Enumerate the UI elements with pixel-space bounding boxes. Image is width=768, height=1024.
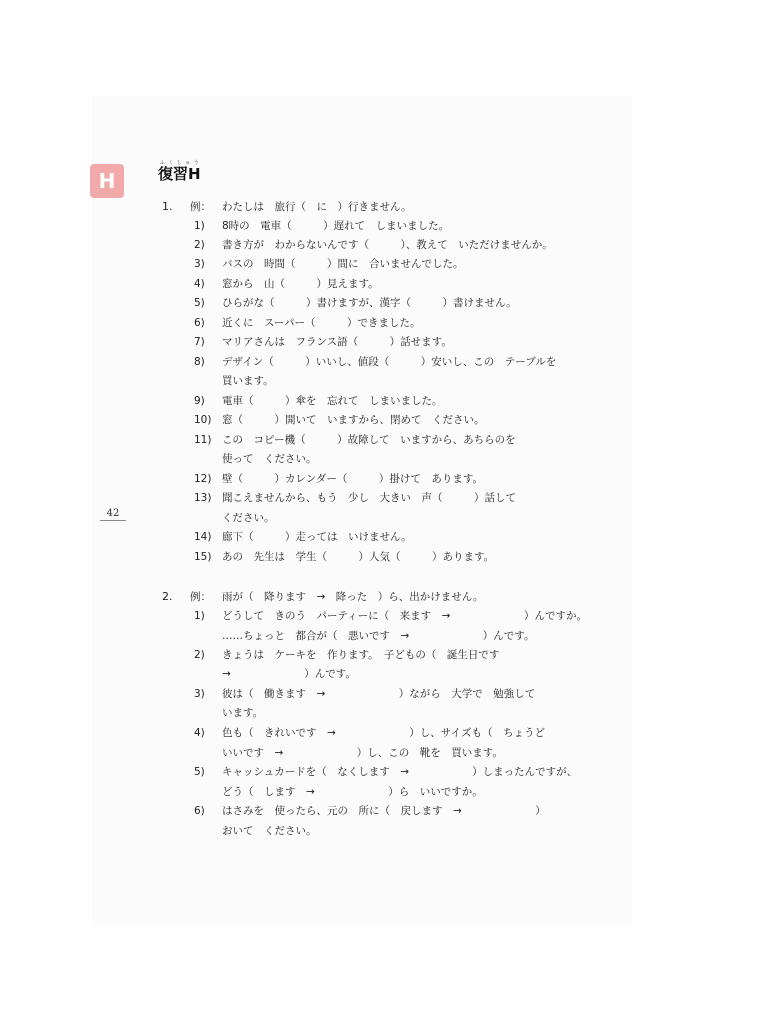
exercise-line: おいて ください。	[222, 825, 317, 837]
item-number: 3)	[194, 688, 205, 700]
exercise-line: マリアさんは フランス語（ ）話せます。	[222, 336, 452, 348]
exercise-line: 彼は（ 働きます → ）ながら 大学で 勉強して	[222, 688, 536, 700]
item-number: 10)	[194, 414, 212, 426]
exercise-line: 電車（ ）傘を 忘れて しまいました。	[222, 395, 443, 407]
exercise-line: どう（ します → ）ら いいですか。	[222, 786, 483, 798]
item-number: 4)	[194, 278, 205, 290]
exercise-line: 8時の 電車（ ）遅れて しまいました。	[222, 220, 450, 232]
exercise-line: 書き方が わからないんです（ ）、教えて いただけませんか。	[222, 239, 553, 251]
exercise-line: ひらがな（ ）書けますが、漢字（ ）書けません。	[222, 297, 517, 309]
item-number: 1)	[194, 610, 205, 622]
exercise-line: 雨が（ 降ります → 降った ）ら、出かけません。	[222, 591, 484, 603]
exercise-line: ください。	[222, 512, 275, 524]
section-1-number: 1.	[162, 200, 173, 213]
item-number: 5)	[194, 766, 205, 778]
page-number: 42	[100, 508, 126, 521]
exercise-line: わたしは 旅行（ に ）行きません。	[222, 201, 412, 213]
item-number: 2)	[194, 649, 205, 661]
item-number: 2)	[194, 239, 205, 251]
item-number: 13)	[194, 492, 212, 504]
item-number: 9)	[194, 395, 205, 407]
exercise-line: → ）んです。	[222, 668, 356, 680]
item-number: 6)	[194, 317, 205, 329]
exercise-line: はさみを 使ったら、元の 所に（ 戻します → ）	[222, 805, 546, 817]
exercise-line: デザイン（ ）いいし、値段（ ）安いし、この テーブルを	[222, 356, 557, 368]
item-number: 1)	[194, 220, 205, 232]
item-number: 12)	[194, 473, 212, 485]
item-number: 例：	[190, 201, 211, 213]
item-number: 11)	[194, 434, 212, 446]
exercise-line: バスの 時間（ ）間に 合いませんでした。	[222, 258, 464, 270]
title-ruby: ふくしゅう	[158, 160, 201, 166]
exercise-line: 使って ください。	[222, 453, 317, 465]
item-number: 例：	[190, 591, 211, 603]
exercise-line: ……ちょっと 都合が（ 悪いです → ）んです。	[222, 630, 535, 642]
exercise-line: どうして きのう パーティーに（ 来ます → ）んですか。	[222, 610, 587, 622]
exercise-line: 窓（ ）開いて いますから、閉めて ください。	[222, 414, 485, 426]
exercise-line: この コピー機（ ）故障して いますから、あちらのを	[222, 434, 516, 446]
item-number: 5)	[194, 297, 205, 309]
item-number: 3)	[194, 258, 205, 270]
item-number: 6)	[194, 805, 205, 817]
exercise-line: きょうは ケーキを 作ります。 子どもの（ 誕生日です	[222, 649, 500, 661]
exercise-line: いいです → ）し、この 靴を 買います。	[222, 747, 503, 759]
exercise-line: 近くに スーパー（ ）できました。	[222, 317, 421, 329]
title-text: 復習H	[158, 165, 201, 183]
exercise-line: 窓から 山（ ）見えます。	[222, 278, 379, 290]
exercise-line: あの 先生は 学生（ ）人気（ ）あります。	[222, 551, 495, 563]
exercise-line: 廊下（ ）走っては いけません。	[222, 531, 412, 543]
item-number: 4)	[194, 727, 205, 739]
item-number: 14)	[194, 531, 212, 543]
item-number: 15)	[194, 551, 212, 563]
exercise-line: 買います。	[222, 375, 274, 387]
section-badge: H	[90, 164, 124, 198]
exercise-line: います。	[222, 707, 264, 719]
exercise-line: 壁（ ）カレンダー（ ）掛けて あります。	[222, 473, 483, 485]
item-number: 7)	[194, 336, 205, 348]
exercise-line: 色も（ きれいです → ）し、サイズも（ ちょうど	[222, 727, 545, 739]
page-title	[158, 160, 201, 184]
item-number: 8)	[194, 356, 205, 368]
exercise-line: 聞こえませんから、もう 少し 大きい 声（ ）話して	[222, 492, 516, 504]
section-2-number: 2.	[162, 590, 173, 603]
exercise-line: キャッシュカードを（ なくします → ）しまったんですが、	[222, 766, 578, 778]
